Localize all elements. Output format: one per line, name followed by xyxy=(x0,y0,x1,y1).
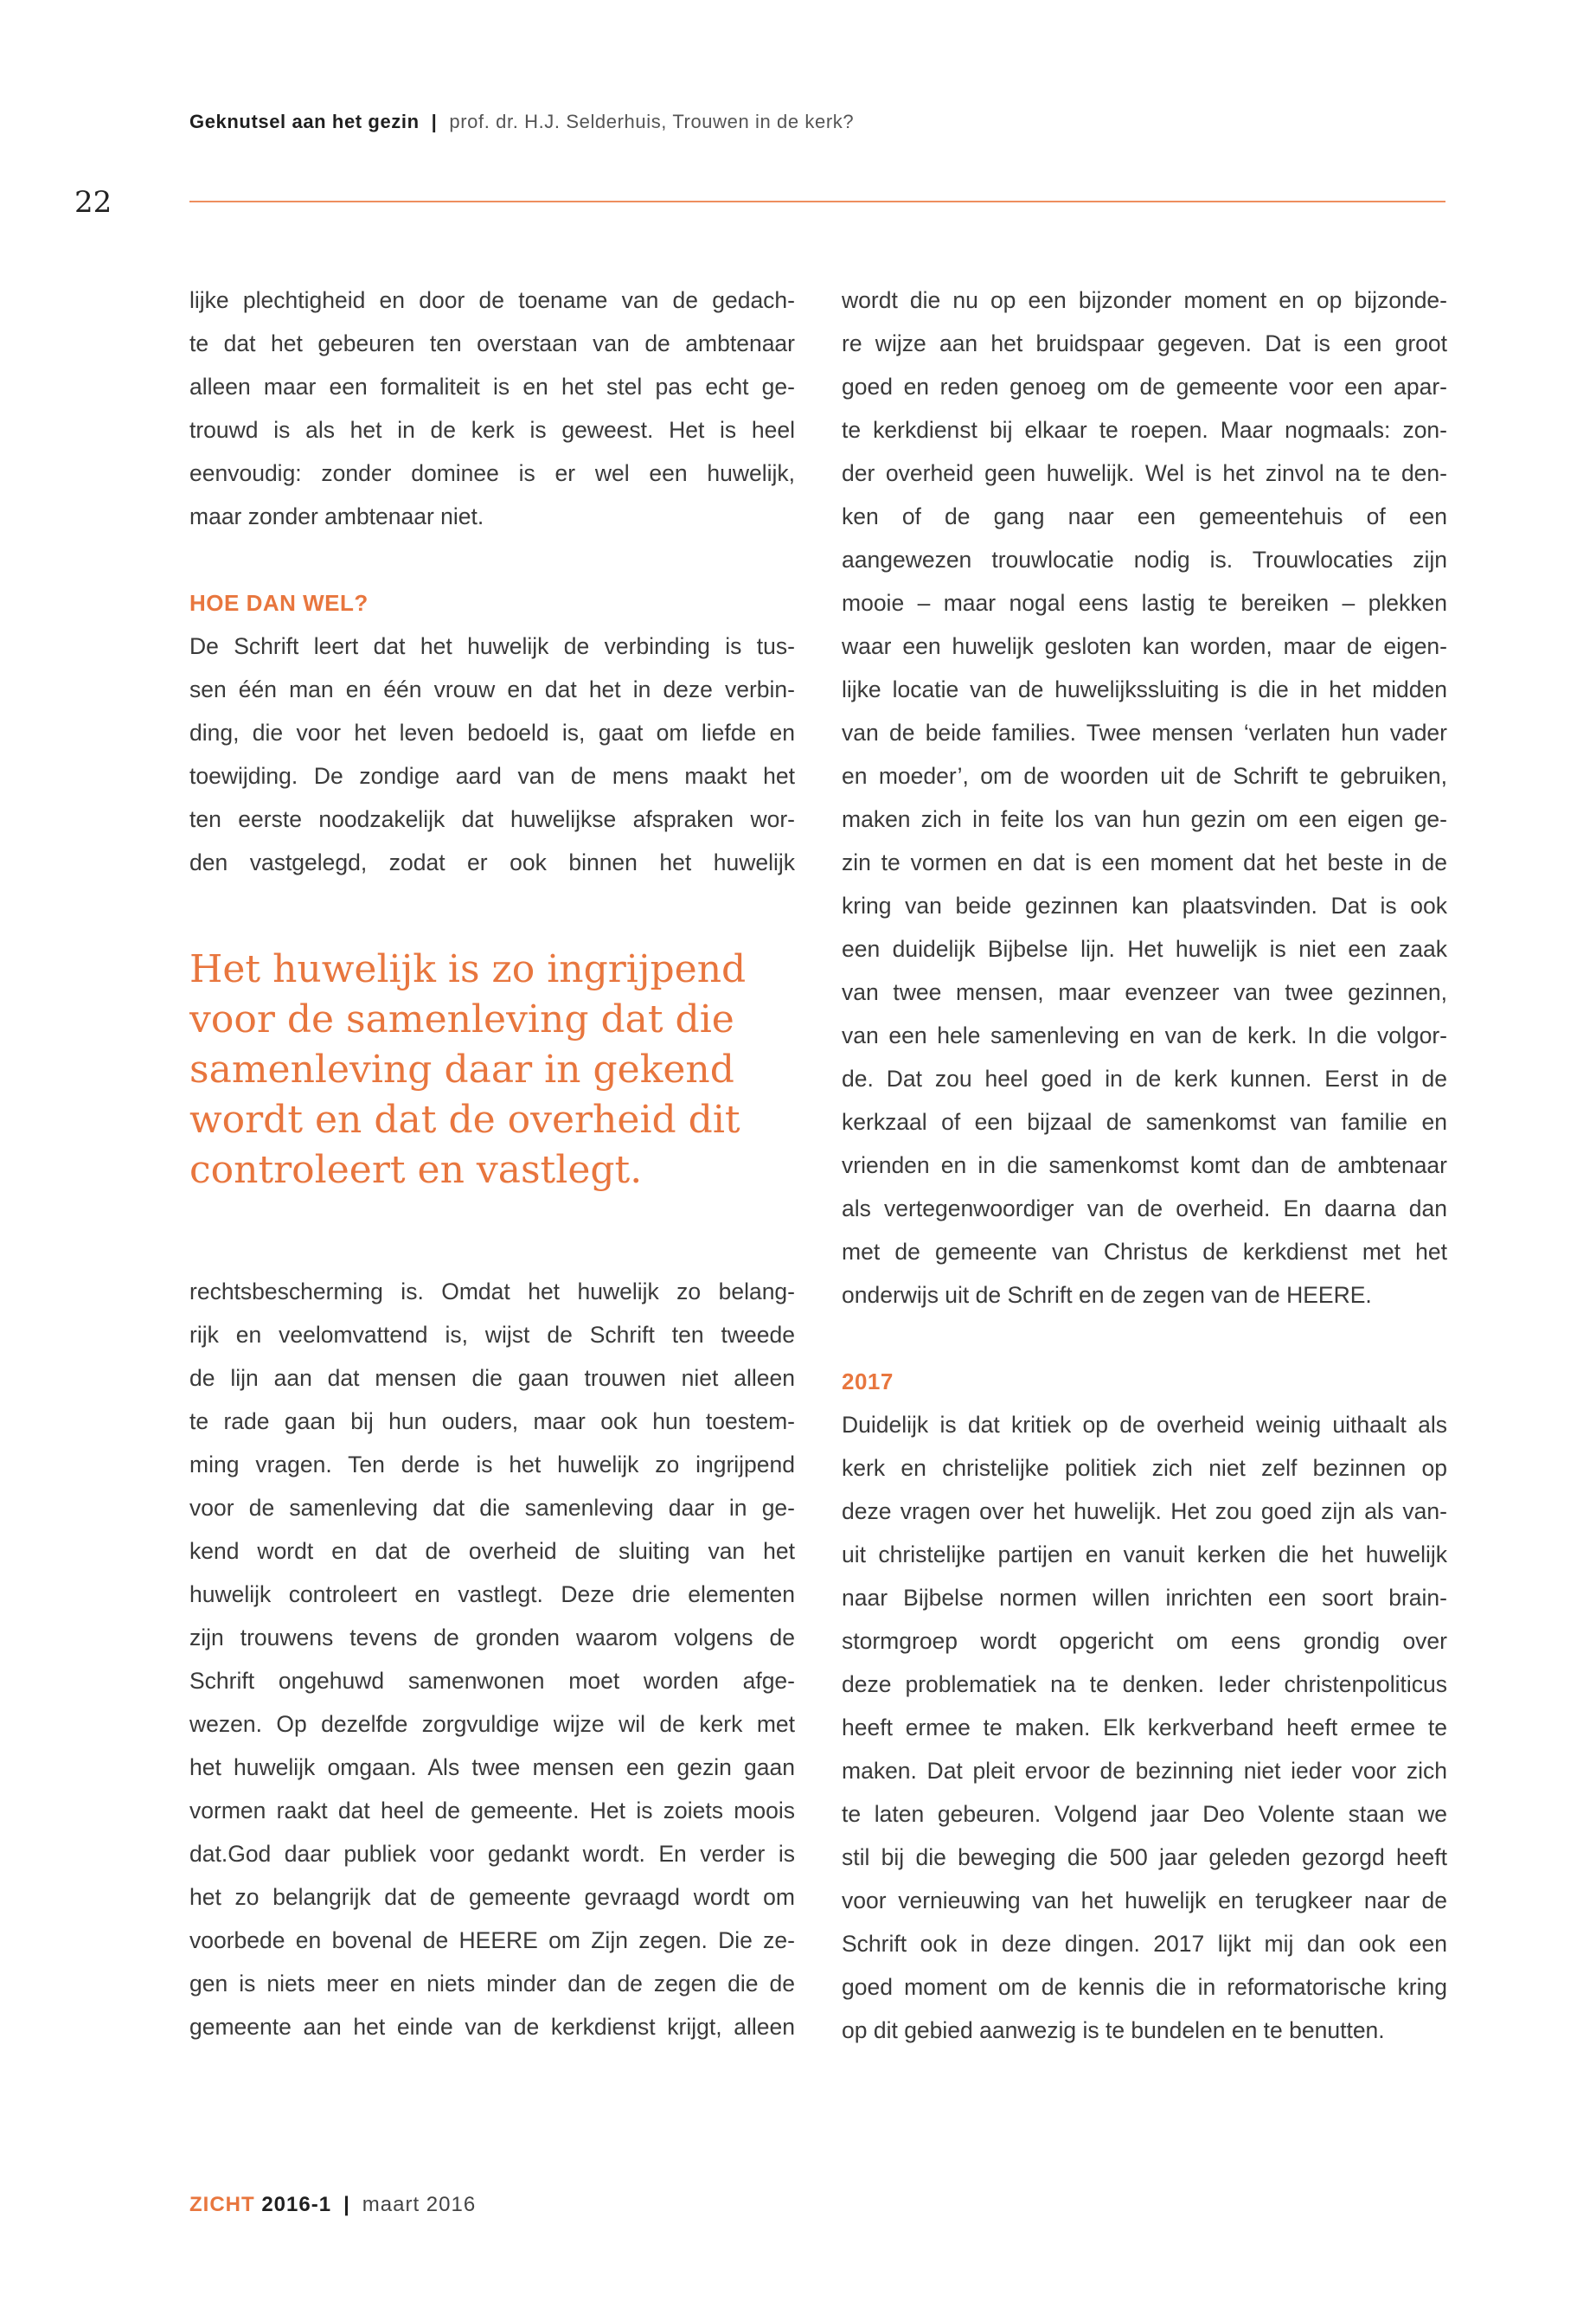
body-line: trouwd is als het in de kerk is geweest. Het is heel xyxy=(189,417,795,443)
body-line: ten eerste noodzakelijk dat huwelijkse afspraken wor- xyxy=(189,806,795,832)
paragraph-gap xyxy=(842,1317,1447,1360)
page-number: 22 xyxy=(74,185,112,220)
column-1-bottom xyxy=(189,1270,795,2048)
body-line: De Schrift leert dat het huwelijk de verbinding is tus- xyxy=(189,633,795,659)
header-separator: | xyxy=(431,111,438,132)
body-line: Schrift ongehuwd samenwonen moet worden afge- xyxy=(189,1668,795,1694)
header-subtitle: prof. dr. H.J. Selderhuis, Trouwen in de kerk? xyxy=(449,111,855,132)
body-line: onderwijs uit de Schrift en de zegen van de HEERE. xyxy=(842,1282,1372,1308)
header-section-title: Geknutsel aan het gezin xyxy=(189,111,420,132)
body-line: maken zich in feite los van hun gezin om een eigen ge- xyxy=(842,806,1447,832)
body-line: zin te vormen en dat is een moment dat het beste in de xyxy=(842,849,1447,875)
body-line: te laten gebeuren. Volgend jaar Deo Volente staan we xyxy=(842,1801,1447,1827)
body-line: het zo belangrijk dat de gemeente gevraagd wordt om xyxy=(189,1884,795,1910)
body-line: vrienden en in die samenkomst komt dan de ambtenaar xyxy=(842,1152,1447,1178)
body-line: voor vernieuwing van het huwelijk en terugkeer naar de xyxy=(842,1888,1447,1913)
body-line: een duidelijk Bijbelse lijn. Het huwelijk is niet een zaak xyxy=(842,936,1447,962)
body-line: huwelijk controleert en vastlegt. Deze drie elementen xyxy=(189,1581,795,1607)
pull-quote-line: Het huwelijk is zo ingrijpend xyxy=(189,947,747,991)
body-line: ding, die voor het leven bedoeld is, gaat om liefde en xyxy=(189,720,795,746)
body-line: voor de samenleving dat die samenleving daar in ge- xyxy=(189,1495,795,1521)
body-line: te kerkdienst bij elkaar te roepen. Maar nogmaals: zon- xyxy=(842,417,1447,443)
body-line: den vastgelegd, zodat er ook binnen het huwelijk xyxy=(189,849,795,875)
body-line: op dit gebied aanwezig is te bundelen en te benutten. xyxy=(842,2017,1385,2043)
body-line: alleen maar een formaliteit is en het stel pas echt ge- xyxy=(189,374,795,400)
body-line: eenvoudig: zonder dominee is er wel een huwelijk, xyxy=(189,460,795,486)
body-line: van de beide families. Twee mensen ‘verlaten hun vader xyxy=(842,720,1447,746)
body-line: goed en reden genoeg om de gemeente voor een apar- xyxy=(842,374,1447,400)
body-line: van twee mensen, maar evenzeer van twee gezinnen, xyxy=(842,979,1447,1005)
body-line: toewijding. De zondige aard van de mens maakt het xyxy=(189,763,795,789)
pull-quote xyxy=(189,945,812,1195)
body-line: en moeder’, om de woorden uit de Schrift te gebruiken, xyxy=(842,763,1447,789)
footer-brand: ZICHT xyxy=(189,2193,255,2216)
body-line: Duidelijk is dat kritiek op de overheid weinig uithaalt als xyxy=(842,1412,1447,1438)
body-line: vormen raakt dat heel de gemeente. Het is zoiets moois xyxy=(189,1798,795,1823)
body-line: stil bij die beweging die 500 jaar geleden gezorgd heeft xyxy=(842,1844,1447,1870)
body-line: maar zonder ambtenaar niet. xyxy=(189,503,484,529)
body-line: wordt die nu op een bijzonder moment en op bijzonde- xyxy=(842,287,1447,313)
body-line: de lijn aan dat mensen die gaan trouwen niet alleen xyxy=(189,1365,795,1391)
running-footer xyxy=(189,2193,476,2217)
section-heading: HOE DAN WEL? xyxy=(189,590,369,616)
section-heading: 2017 xyxy=(842,1368,894,1394)
body-line: kring van beide gezinnen kan plaatsvinden. Dat is ook xyxy=(842,893,1447,919)
body-line: kerkzaal of een bijzaal de samenkomst van familie en xyxy=(842,1109,1447,1135)
body-line: waar een huwelijk gesloten kan worden, maar de eigen- xyxy=(842,633,1447,659)
body-line: dat.God daar publiek voor gedankt wordt. En verder is xyxy=(189,1841,795,1867)
pull-quote-line: voor de samenleving dat die xyxy=(189,997,734,1042)
body-line: de. Dat zou heel goed in de kerk kunnen. Eerst in de xyxy=(842,1066,1447,1092)
body-line: stormgroep wordt opgericht om eens grondig over xyxy=(842,1628,1447,1654)
body-line: wezen. Op dezelfde zorgvuldige wijze wil de kerk met xyxy=(189,1711,795,1737)
footer-separator: | xyxy=(343,2193,350,2216)
body-line: kerk en christelijke politiek zich niet zelf bezinnen op xyxy=(842,1455,1447,1481)
body-line: lijke locatie van de huwelijkssluiting is die in het midden xyxy=(842,676,1447,702)
body-line: ken of de gang naar een gemeentehuis of een xyxy=(842,503,1447,529)
body-line: lijke plechtigheid en door de toename van de gedach- xyxy=(189,287,795,313)
body-line: uit christelijke partijen en vanuit kerken die het huwelijk xyxy=(842,1541,1447,1567)
body-line: deze problematiek na te denken. Ieder christenpoliticus xyxy=(842,1671,1447,1697)
body-line: kend wordt en dat de overheid de sluiting van het xyxy=(189,1538,795,1564)
paragraph-gap xyxy=(189,538,795,581)
body-line: te dat het gebeuren ten overstaan van de ambtenaar xyxy=(189,330,795,356)
body-line: voorbede en bovenal de HEERE om Zijn zegen. Die ze- xyxy=(189,1927,795,1953)
body-line: re wijze aan het bruidspaar gegeven. Dat is een groot xyxy=(842,330,1447,356)
body-line: maken. Dat pleit ervoor de bezinning niet ieder voor zich xyxy=(842,1758,1447,1784)
footer-date: maart 2016 xyxy=(362,2193,477,2216)
body-line: deze vragen over het huwelijk. Het zou goed zijn als van- xyxy=(842,1498,1447,1524)
body-line: gen is niets meer en niets minder dan de zegen die de xyxy=(189,1971,795,1997)
body-line: heeft ermee te maken. Elk kerkverband heeft ermee te xyxy=(842,1715,1447,1740)
body-line: Schrift ook in deze dingen. 2017 lijkt mij dan ook een xyxy=(842,1931,1447,1957)
body-line: sen één man en één vrouw en dat het in deze verbin- xyxy=(189,676,795,702)
body-line: met de gemeente van Christus de kerkdienst met het xyxy=(842,1239,1447,1265)
body-line: goed moment om de kennis die in reformatorische kring xyxy=(842,1974,1447,2000)
header-rule xyxy=(189,201,1445,202)
pull-quote-line: wordt en dat de overheid dit xyxy=(189,1098,740,1142)
pull-quote-line: controleert en vastlegt. xyxy=(189,1148,643,1192)
footer-issue: 2016-1 xyxy=(261,2193,332,2216)
body-line: rijk en veelomvattend is, wijst de Schrift ten tweede xyxy=(189,1322,795,1348)
body-line: te rade gaan bij hun ouders, maar ook hun toestem- xyxy=(189,1408,795,1434)
column-1-top xyxy=(189,279,795,884)
body-line: gemeente aan het einde van de kerkdienst krijgt, alleen xyxy=(189,2014,795,2040)
body-line: naar Bijbelse normen willen inrichten een soort brain- xyxy=(842,1585,1447,1611)
pull-quote-line: samenleving daar in gekend xyxy=(189,1048,734,1092)
body-line: zijn trouwens tevens de gronden waarom volgens de xyxy=(189,1625,795,1650)
running-header xyxy=(189,111,854,133)
body-line: mooie – maar nogal eens lastig te bereiken – plekken xyxy=(842,590,1447,616)
body-line: der overheid geen huwelijk. Wel is het zinvol na te den- xyxy=(842,460,1447,486)
body-line: als vertegenwoordiger van de overheid. En daarna dan xyxy=(842,1195,1447,1221)
body-line: ming vragen. Ten derde is het huwelijk zo ingrijpend xyxy=(189,1452,795,1477)
column-2 xyxy=(842,279,1447,2052)
body-line: aangewezen trouwlocatie nodig is. Trouwlocaties zijn xyxy=(842,547,1447,573)
body-line: rechtsbescherming is. Omdat het huwelijk zo belang- xyxy=(189,1279,795,1304)
body-line: het huwelijk omgaan. Als twee mensen een gezin gaan xyxy=(189,1754,795,1780)
body-line: van een hele samenleving en van de kerk. In die volgor- xyxy=(842,1022,1447,1048)
